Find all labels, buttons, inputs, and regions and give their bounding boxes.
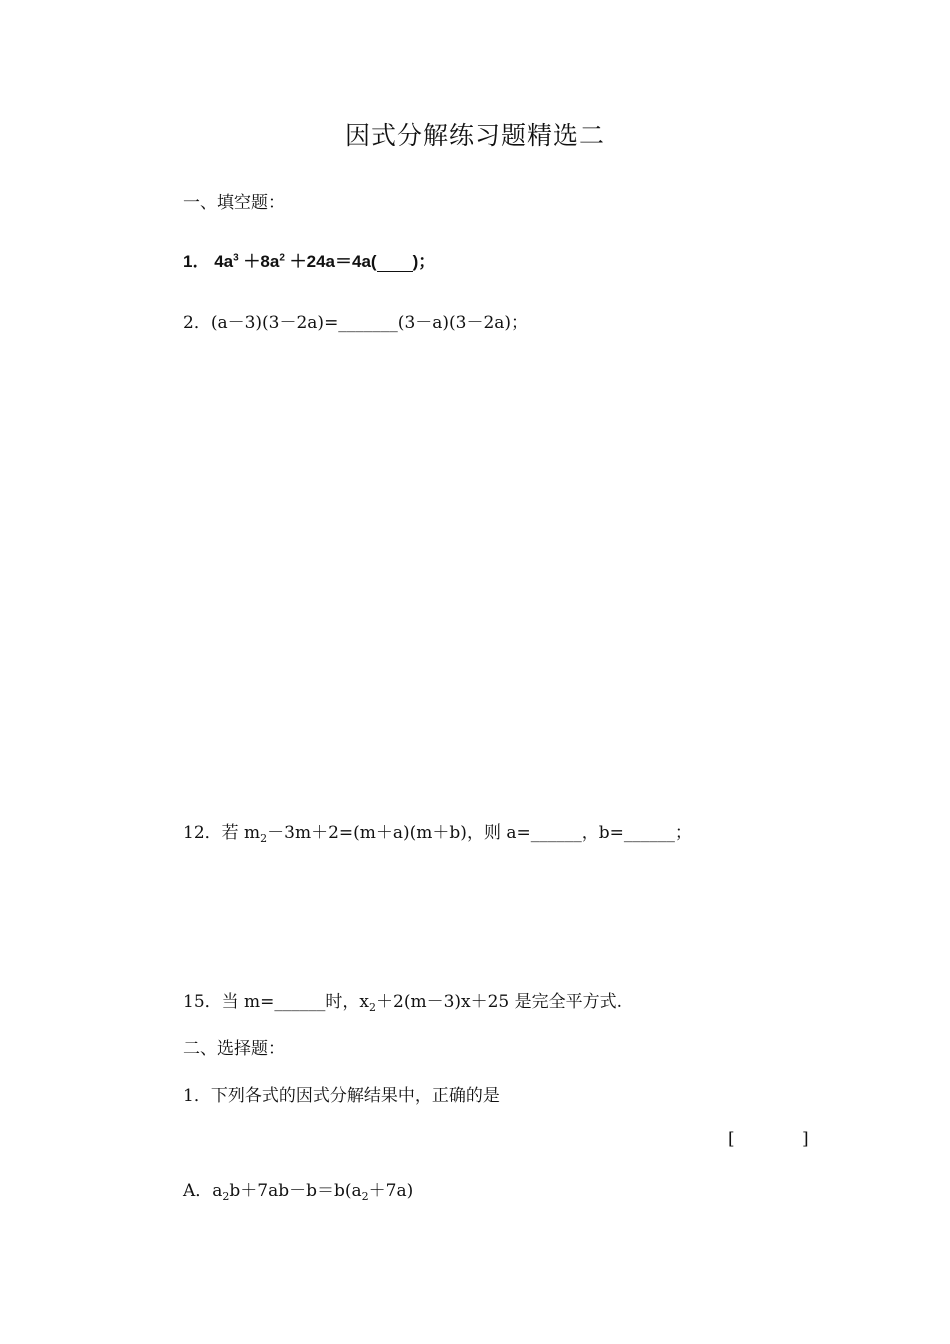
page-title: 因式分解练习题精选二 <box>344 121 605 150</box>
expr-term: ＋8a <box>243 252 280 271</box>
question-text: 12．若 m <box>183 823 261 843</box>
subscript: 2 <box>361 1190 369 1203</box>
question-text: ＋2(m－3)x＋25 是完全平方式. <box>376 992 623 1012</box>
option-text: b＋7ab－b＝b(a <box>229 1181 362 1201</box>
question-1 <box>183 247 435 272</box>
exponent: 3 <box>233 252 239 264</box>
exponent: 2 <box>279 252 285 264</box>
answer-bracket-right: ] <box>802 1129 809 1149</box>
option-text: A．a <box>183 1181 223 1201</box>
question-2: 2．(a－3)(3－2a)=_______(3－a)(3－2a)； <box>183 313 529 333</box>
expr-term: ； <box>418 252 436 271</box>
section-heading-multiple-choice: 二、选择题： <box>183 1039 285 1059</box>
section-heading-fill-blank: 一、填空题： <box>183 193 285 213</box>
subscript: 2 <box>369 1001 376 1014</box>
question-12 <box>183 818 692 843</box>
question-15 <box>183 987 622 1012</box>
subscript: 2 <box>222 1190 230 1203</box>
expr-term: 4a <box>214 252 234 271</box>
answer-blank <box>377 253 413 272</box>
option-a <box>183 1176 413 1201</box>
choice-question-1: 1．下列各式的因式分解结果中，正确的是 <box>183 1086 500 1106</box>
option-text: ＋7a) <box>368 1181 414 1201</box>
subscript: 2 <box>260 832 268 845</box>
expr-term: ＋24a＝4a( <box>289 252 377 271</box>
question-text: －3m＋2=(m＋a)(m＋b)，则 a=______，b=______； <box>267 823 692 843</box>
question-number: 1． <box>183 252 210 271</box>
expr-term: ) <box>412 252 419 271</box>
answer-bracket-left: [ <box>728 1129 735 1149</box>
question-text: 15．当 m=______时，x <box>183 992 369 1012</box>
